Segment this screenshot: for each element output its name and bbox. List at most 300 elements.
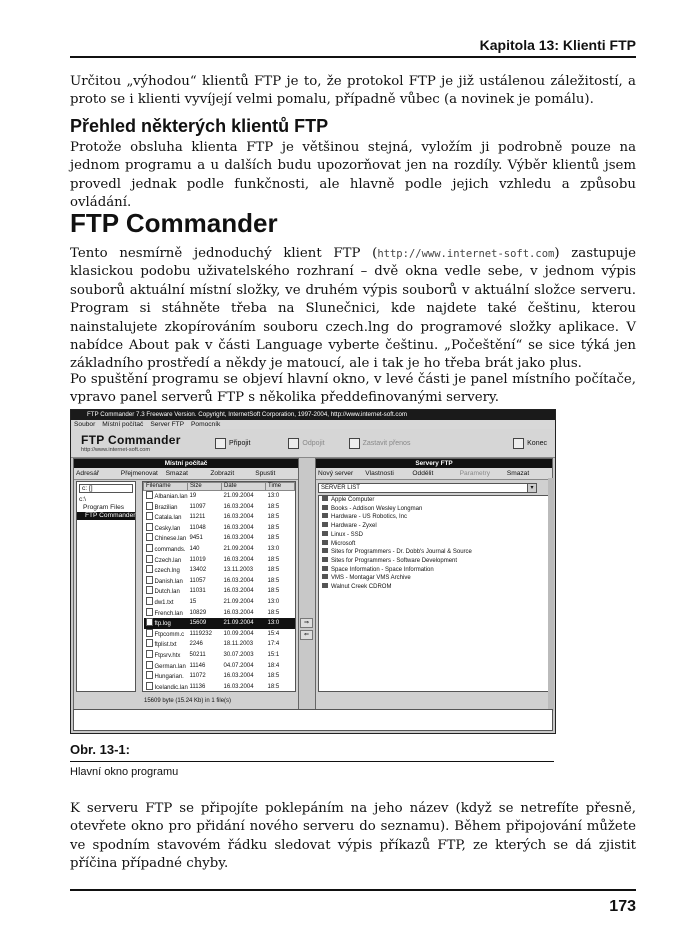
file-cell-text: 13402: [189, 567, 207, 574]
server-icon: [322, 574, 328, 579]
server-icon: [322, 505, 328, 510]
local-tool-view[interactable]: Zobrazit: [210, 470, 235, 477]
server-name: Walnut Creek CDROM: [331, 584, 392, 591]
file-cell: [144, 671, 188, 682]
file-cell: [266, 629, 295, 640]
file-cell-text: 16.03.2004: [223, 609, 254, 616]
file-icon: [146, 512, 153, 520]
file-cell: [266, 565, 295, 576]
file-cell-text: Chinese.lan: [154, 536, 187, 543]
file-icon: [146, 671, 153, 679]
col-time[interactable]: Time: [266, 483, 295, 491]
file-cell-text: 19: [189, 493, 197, 499]
file-cell-text: Ftpcomm.c: [154, 631, 185, 638]
file-cell: [222, 533, 266, 544]
file-cell-text: German.lan: [154, 663, 186, 670]
file-cell: [222, 544, 266, 555]
file-cell-text: 18.11.2003: [223, 641, 254, 648]
file-cell-text: Danish.lan: [154, 578, 183, 585]
file-cell-text: 16.03.2004: [223, 524, 254, 531]
file-cell: [266, 555, 295, 566]
connect-button[interactable]: [215, 438, 250, 449]
file-cell-text: Albanian.lan: [154, 494, 188, 500]
file-icon: [146, 555, 153, 563]
table-row[interactable]: [144, 512, 295, 523]
file-cell: [144, 661, 188, 672]
file-icon: [146, 586, 153, 594]
file-cell: [188, 597, 222, 608]
file-icon: [146, 650, 153, 658]
app-logo: [81, 433, 201, 453]
section-heading: Přehled některých klientů FTP: [70, 116, 329, 136]
col-size[interactable]: Size: [188, 483, 222, 491]
page-number: 173: [609, 898, 636, 915]
list-item[interactable]: [319, 531, 549, 540]
file-cell-text: dw1.txt: [154, 599, 174, 606]
file-cell: [144, 597, 188, 608]
file-cell-text: 18:5: [267, 567, 280, 574]
file-cell: [222, 586, 266, 597]
list-item[interactable]: [319, 583, 549, 592]
file-cell-text: Czech.lan: [154, 557, 182, 564]
connect-icon: [215, 438, 226, 449]
table-row[interactable]: [144, 586, 295, 597]
local-status: 15609 byte (15.24 Kb) in 1 file(s): [144, 698, 232, 704]
file-cell: [188, 491, 222, 502]
server-name: Apple Computer: [331, 497, 375, 503]
server-icon: [322, 566, 328, 571]
file-cell-text: 2246: [189, 641, 203, 648]
file-cell-text: 16.03.2004: [223, 577, 254, 584]
file-cell: [144, 512, 188, 523]
command-log: [73, 709, 553, 731]
file-cell-text: 18:5: [267, 556, 280, 563]
file-cell-text: 21.09.2004: [223, 620, 254, 627]
file-cell-text: Ftpsrv.htx: [154, 652, 181, 659]
upload-arrow-button[interactable]: ⇒: [300, 618, 313, 628]
table-row[interactable]: [144, 533, 295, 544]
file-cell: [222, 512, 266, 523]
file-cell: [222, 491, 266, 502]
file-icon: [146, 661, 153, 669]
file-icon: [146, 502, 153, 510]
file-cell-text: 11072: [189, 673, 206, 680]
table-row[interactable]: [144, 565, 295, 576]
table-row[interactable]: [144, 682, 295, 692]
ftp-commander-paragraph: [70, 245, 636, 374]
server-tool-parameters[interactable]: Parametry: [459, 470, 491, 477]
p1-after: ) zastupuje klasickou podobu uživatelského rozhraní – dvě okna vedle sebe, v jednom výpis souborů aktuální místní složky, ve druhém výpis souborů v aktuální složce serveru. Program si stáhněte třeba na Slunečnici, kde najdete také češtinu, kterou nainstalujete zkopírováním souboru czech.lng do programové složky aplikace. V nabídce About pak v části Language vyberte češtinu. „Počeštění“ se sice týká jen základního prostředí a někdy je matoucí, ale i tak je ho třeba brát jako plus.: [70, 246, 636, 372]
file-cell-text: Cesky.lan: [154, 525, 181, 532]
menu-local[interactable]: Místní počítač: [102, 421, 144, 428]
file-cell: [144, 502, 188, 513]
list-item[interactable]: [319, 574, 549, 583]
window-titlebar: FTP Commander 7.3 Freeware Version. Copyright, InternetSoft Corporation, 1997-2004, http://www.internet-soft.com: [71, 410, 555, 420]
server-tool-properties[interactable]: Vlastnosti: [365, 470, 394, 477]
server-icon: [322, 496, 328, 501]
file-cell: [144, 650, 188, 661]
file-cell: [266, 682, 295, 692]
file-cell-text: 18:5: [267, 503, 280, 510]
file-cell-text: 1119232: [189, 630, 212, 637]
table-row[interactable]: [144, 639, 295, 650]
file-cell-text: 15:1: [267, 651, 280, 658]
file-cell-text: 13:0: [267, 493, 280, 499]
col-date[interactable]: Date: [222, 483, 266, 491]
file-cell-text: 16.03.2004: [223, 514, 254, 521]
vertical-scrollbar[interactable]: [548, 478, 554, 711]
intro-paragraph: Určitou „výhodou“ klientů FTP je to, že protokol FTP je již ustálenou záležitostí, a proto se i klienti vyvíjejí velmi pomalu, případně vůbec (a novinek je pomálu).: [70, 74, 636, 108]
table-row[interactable]: [144, 629, 295, 640]
file-cell: [144, 555, 188, 566]
file-cell-text: Dutch.lan: [154, 589, 180, 596]
file-cell-text: 16.03.2004: [223, 535, 254, 542]
table-row[interactable]: [144, 576, 295, 587]
file-table: [143, 482, 295, 692]
header-rule: [70, 56, 636, 58]
col-filename[interactable]: Filename: [144, 483, 188, 491]
file-cell: [222, 639, 266, 650]
table-row[interactable]: [144, 502, 295, 513]
drive-select[interactable]: c: []: [79, 484, 133, 493]
file-cell-text: 15: [189, 598, 197, 605]
file-cell: [266, 650, 295, 661]
section-paragraph: Protože obsluha klienta FTP je většinou stejná, vyložím ji podrobně pouze na jednom programu a u dalších budu upozorňovat jen na rozdíly. Výběr klientů jsem provedl jednak podle funkčnosti, ale hlavně podle jejich vzhledu a způsobu ovládání.: [70, 140, 636, 211]
file-cell-text: 140: [189, 545, 200, 552]
tree-node-selected[interactable]: FTP Commander: [77, 512, 135, 520]
file-cell: [222, 502, 266, 513]
file-cell: [222, 608, 266, 619]
server-icon: [322, 548, 328, 553]
file-cell: [144, 639, 188, 650]
startup-paragraph: Po spuštění programu se objeví hlavní okno, v levé části je panel místního počítače, vpravo panel serverů FTP s několika předdefinovanými servery.: [70, 372, 636, 406]
file-cell-text: 18:5: [267, 577, 280, 584]
file-cell: [188, 629, 222, 640]
stop-transfer-button[interactable]: [349, 438, 411, 449]
running-header: Kapitola 13: Klienti FTP: [479, 37, 636, 53]
p1-before: Tento nesmírně jednoduchý klient FTP (: [70, 246, 378, 261]
table-row[interactable]: [144, 650, 295, 661]
table-row[interactable]: [144, 544, 295, 555]
table-row[interactable]: [144, 555, 295, 566]
file-cell-text: 18:5: [267, 673, 280, 680]
server-pane-header: Servery FTP: [316, 459, 552, 468]
file-cell: [222, 671, 266, 682]
file-cell: [188, 671, 222, 682]
file-cell-text: 16.03.2004: [223, 683, 254, 690]
file-cell-text: 16.03.2004: [223, 588, 254, 595]
quit-button[interactable]: [513, 438, 547, 449]
file-cell: [266, 639, 295, 650]
logo-url: http://www.internet-soft.com: [81, 447, 151, 453]
server-name: Space Information - Space Information: [331, 566, 434, 573]
url-link[interactable]: http://www.internet-soft.com: [377, 248, 555, 260]
file-cell: [144, 544, 188, 555]
table-row[interactable]: [144, 491, 295, 502]
list-item[interactable]: [319, 505, 549, 514]
local-toolbar: [74, 468, 298, 480]
file-icon: [146, 608, 153, 616]
server-pane: [315, 458, 553, 711]
file-cell: [266, 618, 295, 629]
file-cell: [188, 555, 222, 566]
server-icon: [322, 540, 328, 545]
local-pane-header: Místní počítač: [74, 459, 298, 468]
server-name: VMS - Montagar VMS Archive: [331, 575, 411, 582]
file-icon: [146, 639, 153, 647]
file-cell-text: 18:5: [267, 514, 280, 521]
file-cell: [144, 576, 188, 587]
file-cell: [222, 629, 266, 640]
server-icon: [322, 531, 328, 536]
file-cell: [266, 502, 295, 513]
combo-value: SERVER LIST: [321, 485, 360, 491]
tree-node[interactable]: Program Files: [83, 504, 125, 511]
list-item[interactable]: [319, 540, 549, 549]
file-cell-text: 21.09.2004: [223, 545, 254, 552]
server-list-combo[interactable]: [318, 483, 537, 493]
file-cell-text: 16.03.2004: [223, 556, 254, 563]
file-cell-text: 18:5: [267, 535, 280, 542]
file-icon: [146, 544, 153, 552]
file-cell: [266, 512, 295, 523]
file-cell: [188, 682, 222, 692]
table-row[interactable]: [144, 597, 295, 608]
file-cell: [188, 533, 222, 544]
local-file-list[interactable]: [142, 481, 296, 692]
file-cell: [222, 650, 266, 661]
server-name: Sites for Programmers - Software Development: [331, 557, 458, 564]
file-cell-text: 11031: [189, 588, 206, 595]
file-cell: [144, 629, 188, 640]
file-cell-text: 18:5: [267, 609, 280, 616]
file-cell-text: 16.03.2004: [223, 503, 254, 510]
quit-label: Konec: [527, 439, 547, 447]
server-name: Hardware - US Robotics, Inc: [331, 514, 408, 521]
file-cell-text: 13:0: [267, 598, 280, 605]
file-cell: [144, 618, 188, 629]
list-item[interactable]: [319, 548, 549, 557]
file-cell: [144, 608, 188, 619]
server-name: Microsoft: [331, 540, 356, 547]
file-icon: [146, 597, 153, 605]
file-cell-text: 30.07.2003: [223, 651, 254, 658]
table-row[interactable]: [144, 661, 295, 672]
disconnect-label: Odpojit: [302, 439, 325, 447]
file-cell: [266, 597, 295, 608]
server-list[interactable]: [318, 495, 550, 692]
file-cell-text: Hungarian.: [154, 674, 184, 681]
file-cell-text: 11048: [189, 524, 206, 531]
file-icon: [146, 629, 153, 637]
file-cell: [222, 682, 266, 692]
chapter-heading: FTP Commander: [70, 208, 278, 238]
file-cell-text: 13:0: [267, 545, 280, 552]
list-item[interactable]: [319, 496, 549, 505]
server-tool-new[interactable]: Nový server: [318, 470, 354, 477]
file-cell-text: 11057: [189, 577, 206, 584]
file-cell: [222, 618, 266, 629]
disconnect-button[interactable]: [288, 438, 324, 449]
file-cell: [188, 639, 222, 650]
file-cell-text: commands.: [154, 546, 186, 553]
server-icon: [322, 522, 328, 527]
file-cell-text: 9451: [189, 535, 203, 542]
server-name: Linux - SSD: [331, 531, 364, 538]
file-icon: [146, 576, 153, 584]
local-pane: [73, 458, 299, 711]
list-item[interactable]: [319, 557, 549, 566]
file-cell: [144, 586, 188, 597]
file-cell-text: 10.09.2004: [223, 630, 254, 637]
server-tool-delete[interactable]: Smazat: [506, 470, 530, 477]
file-cell-text: 21.09.2004: [223, 598, 254, 605]
download-arrow-button[interactable]: ⇐: [300, 630, 313, 640]
local-tool-run[interactable]: Spustit: [255, 470, 276, 477]
stop-label: Zastavit přenos: [362, 439, 411, 447]
file-cell: [222, 597, 266, 608]
file-icon: [146, 565, 153, 573]
window-menubar: [71, 420, 555, 429]
figure-caption: Hlavní okno programu: [70, 766, 179, 778]
file-cell-text: 11019: [189, 556, 206, 563]
table-row[interactable]: [144, 608, 295, 619]
file-cell-text: 13.11.2003: [223, 567, 254, 574]
file-cell: [266, 586, 295, 597]
figure-label: Obr. 13-1:: [70, 742, 130, 757]
file-cell-text: czech.lng: [154, 568, 180, 575]
file-cell-text: 50211: [189, 651, 206, 658]
ftp-commander-screenshot: [70, 409, 556, 734]
file-cell-text: 18:5: [267, 588, 280, 595]
file-cell: [188, 661, 222, 672]
file-cell-text: 17:4: [267, 641, 280, 648]
server-icon: [322, 513, 328, 518]
file-cell-text: 11211: [189, 514, 206, 521]
tree-node[interactable]: c:\: [79, 496, 86, 503]
menu-file[interactable]: Soubor: [74, 421, 96, 428]
server-icon: [322, 583, 328, 588]
file-cell: [188, 523, 222, 534]
exit-icon: [513, 438, 524, 449]
file-cell: [266, 671, 295, 682]
server-toolbar: [316, 468, 552, 480]
file-cell: [222, 523, 266, 534]
file-cell: [144, 533, 188, 544]
server-name: Sites for Programmers - Dr. Dobb's Journal & Source: [331, 549, 472, 556]
file-cell: [188, 512, 222, 523]
main-toolbar: [71, 429, 555, 458]
file-cell-text: French.lan: [154, 610, 183, 617]
closing-paragraph: K serveru FTP se připojíte poklepáním na jeho název (když se netrefíte přesně, otevřete okno pro přidání nového serveru do seznamu). Během připojování můžete ve spodním stavovém řádku sledovat výpis příkazů FTP, ze kterých se dá zjistit příčina případné chyby.: [70, 801, 636, 872]
file-cell: [188, 618, 222, 629]
server-name: Books - Addison Wesley Longman: [331, 505, 423, 512]
table-row[interactable]: [144, 523, 295, 534]
server-tool-separate[interactable]: Oddělit: [412, 470, 434, 477]
file-cell-text: 18:5: [267, 524, 280, 531]
menu-server[interactable]: Server FTP: [150, 421, 185, 428]
file-cell-text: 10829: [189, 609, 207, 616]
pane-area: [71, 458, 555, 733]
file-cell-text: 11136: [189, 683, 206, 690]
file-cell: [222, 661, 266, 672]
file-icon: [146, 682, 153, 690]
file-cell: [188, 502, 222, 513]
disconnect-icon: [288, 438, 299, 449]
local-tool-dir[interactable]: Adresář: [76, 470, 100, 477]
logo-text: FTP Commander: [81, 433, 181, 447]
server-name: Hardware - Zyxel: [331, 523, 377, 530]
file-icon: [146, 533, 153, 541]
file-cell: [266, 523, 295, 534]
menu-help[interactable]: Pomocník: [191, 421, 221, 428]
file-cell-text: 16.03.2004: [223, 673, 254, 680]
file-cell-text: 18:4: [267, 662, 280, 669]
file-cell: [188, 586, 222, 597]
file-cell: [144, 565, 188, 576]
file-cell-text: 15:4: [267, 630, 280, 637]
file-cell-text: 11146: [189, 662, 206, 669]
file-cell-text: 04.07.2004: [223, 662, 254, 669]
file-cell: [188, 576, 222, 587]
file-cell-text: 13:0: [267, 620, 280, 627]
file-cell-text: Icelandic.lan: [154, 684, 188, 691]
local-tool-delete[interactable]: Smazat: [165, 470, 188, 477]
file-cell: [188, 650, 222, 661]
folder-tree[interactable]: [76, 481, 136, 692]
file-cell-text: Brazilian: [154, 504, 178, 511]
list-item[interactable]: [319, 566, 549, 575]
file-cell: [188, 544, 222, 555]
file-cell-text: 11097: [189, 503, 206, 510]
caption-rule: [70, 761, 554, 762]
file-cell-text: 18:5: [267, 683, 280, 690]
file-cell: [222, 555, 266, 566]
file-cell-text: ftplist.txt: [154, 642, 177, 649]
chevron-down-icon[interactable]: ▾: [527, 484, 536, 492]
file-cell: [266, 491, 295, 502]
file-cell-text: ftp.log: [154, 621, 171, 628]
file-icon: [146, 523, 153, 531]
file-cell: [266, 608, 295, 619]
connect-label: Připojit: [229, 439, 251, 447]
file-cell: [222, 576, 266, 587]
file-cell: [266, 544, 295, 555]
table-row[interactable]: [144, 618, 295, 629]
list-item[interactable]: [319, 522, 549, 531]
file-cell-text: 15609: [189, 620, 207, 627]
file-cell: [266, 533, 295, 544]
stop-icon: [349, 438, 360, 449]
table-row[interactable]: [144, 671, 295, 682]
list-item[interactable]: [319, 513, 549, 522]
file-icon: [146, 618, 153, 626]
footer-rule: [70, 889, 636, 891]
file-icon: [146, 491, 153, 499]
local-tool-rename[interactable]: Přejmenovat: [120, 470, 158, 477]
file-cell: [266, 661, 295, 672]
file-cell: [188, 608, 222, 619]
server-icon: [322, 557, 328, 562]
file-cell: [266, 576, 295, 587]
file-cell: [222, 565, 266, 576]
file-cell: [188, 565, 222, 576]
file-cell: [144, 523, 188, 534]
file-cell-text: Catala.lan: [154, 515, 182, 522]
file-cell-text: 21.09.2004: [223, 493, 254, 499]
file-cell: [144, 682, 188, 692]
file-cell: [144, 491, 188, 502]
